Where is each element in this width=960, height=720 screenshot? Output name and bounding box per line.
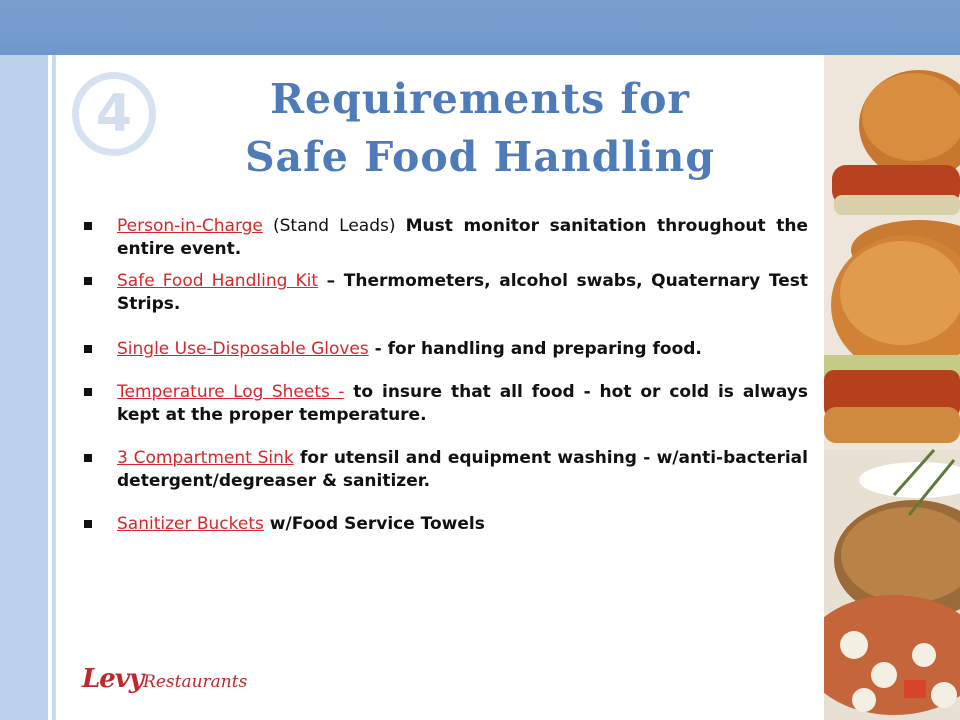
title-line-1: Requirements for <box>269 75 691 123</box>
bullet-text: - for handling and preparing food. <box>368 339 702 359</box>
bullet-marker <box>84 222 92 230</box>
bullet-marker <box>84 345 92 353</box>
bullet-text: (Stand Leads) <box>262 216 406 236</box>
title-line-2: Safe Food Handling <box>244 133 716 181</box>
bullet-item <box>84 513 808 536</box>
bullet-text: w/Food Service Towels <box>263 514 485 534</box>
bullet-item <box>84 447 808 493</box>
bullet-text: for utensil and equipment washing - w/anti-bacterial detergent/degreaser & sanitizer. <box>117 448 808 491</box>
logo-sub: Restaurants <box>143 672 248 692</box>
roast-chicken-photo <box>824 450 960 720</box>
bbq-sliders-photo <box>824 55 960 450</box>
bullet-marker <box>84 520 92 528</box>
logo-main: Levy <box>82 664 144 694</box>
bullet-text: Must monitor sanitation throughout the entire event. <box>117 216 808 259</box>
slide-number-badge <box>72 72 156 156</box>
bullet-item <box>84 270 808 316</box>
bullet-item <box>84 215 808 261</box>
food-photo-column <box>824 55 960 720</box>
bullet-item <box>84 381 808 427</box>
bullet-marker <box>84 277 92 285</box>
left-band-inner <box>52 55 56 720</box>
levy-restaurants-logo <box>82 664 247 694</box>
bullet-text: – Thermometers, alcohol swabs, Quaternary Test Strips. <box>117 271 808 314</box>
bullet-link[interactable]: Person-in-Charge <box>117 216 263 236</box>
top-bar <box>0 0 960 55</box>
food-photos <box>824 55 960 720</box>
bullet-link[interactable]: Temperature Log Sheets - <box>117 382 345 402</box>
bullet-text: to insure that all food - hot or cold is always kept at the proper temperature. <box>117 382 808 425</box>
bullet-marker <box>84 454 92 462</box>
bullet-link[interactable]: Sanitizer Buckets <box>117 514 264 534</box>
bullet-list <box>84 215 808 536</box>
slide-number: 4 <box>95 84 133 144</box>
slide-title <box>150 70 810 186</box>
bullet-link[interactable]: Single Use-Disposable Gloves <box>117 339 369 359</box>
bullet-link[interactable]: 3 Compartment Sink <box>117 448 294 468</box>
left-band <box>0 55 48 720</box>
bullet-marker <box>84 388 92 396</box>
bullet-item <box>84 338 808 361</box>
bullet-link[interactable]: Safe Food Handling Kit <box>117 271 319 291</box>
